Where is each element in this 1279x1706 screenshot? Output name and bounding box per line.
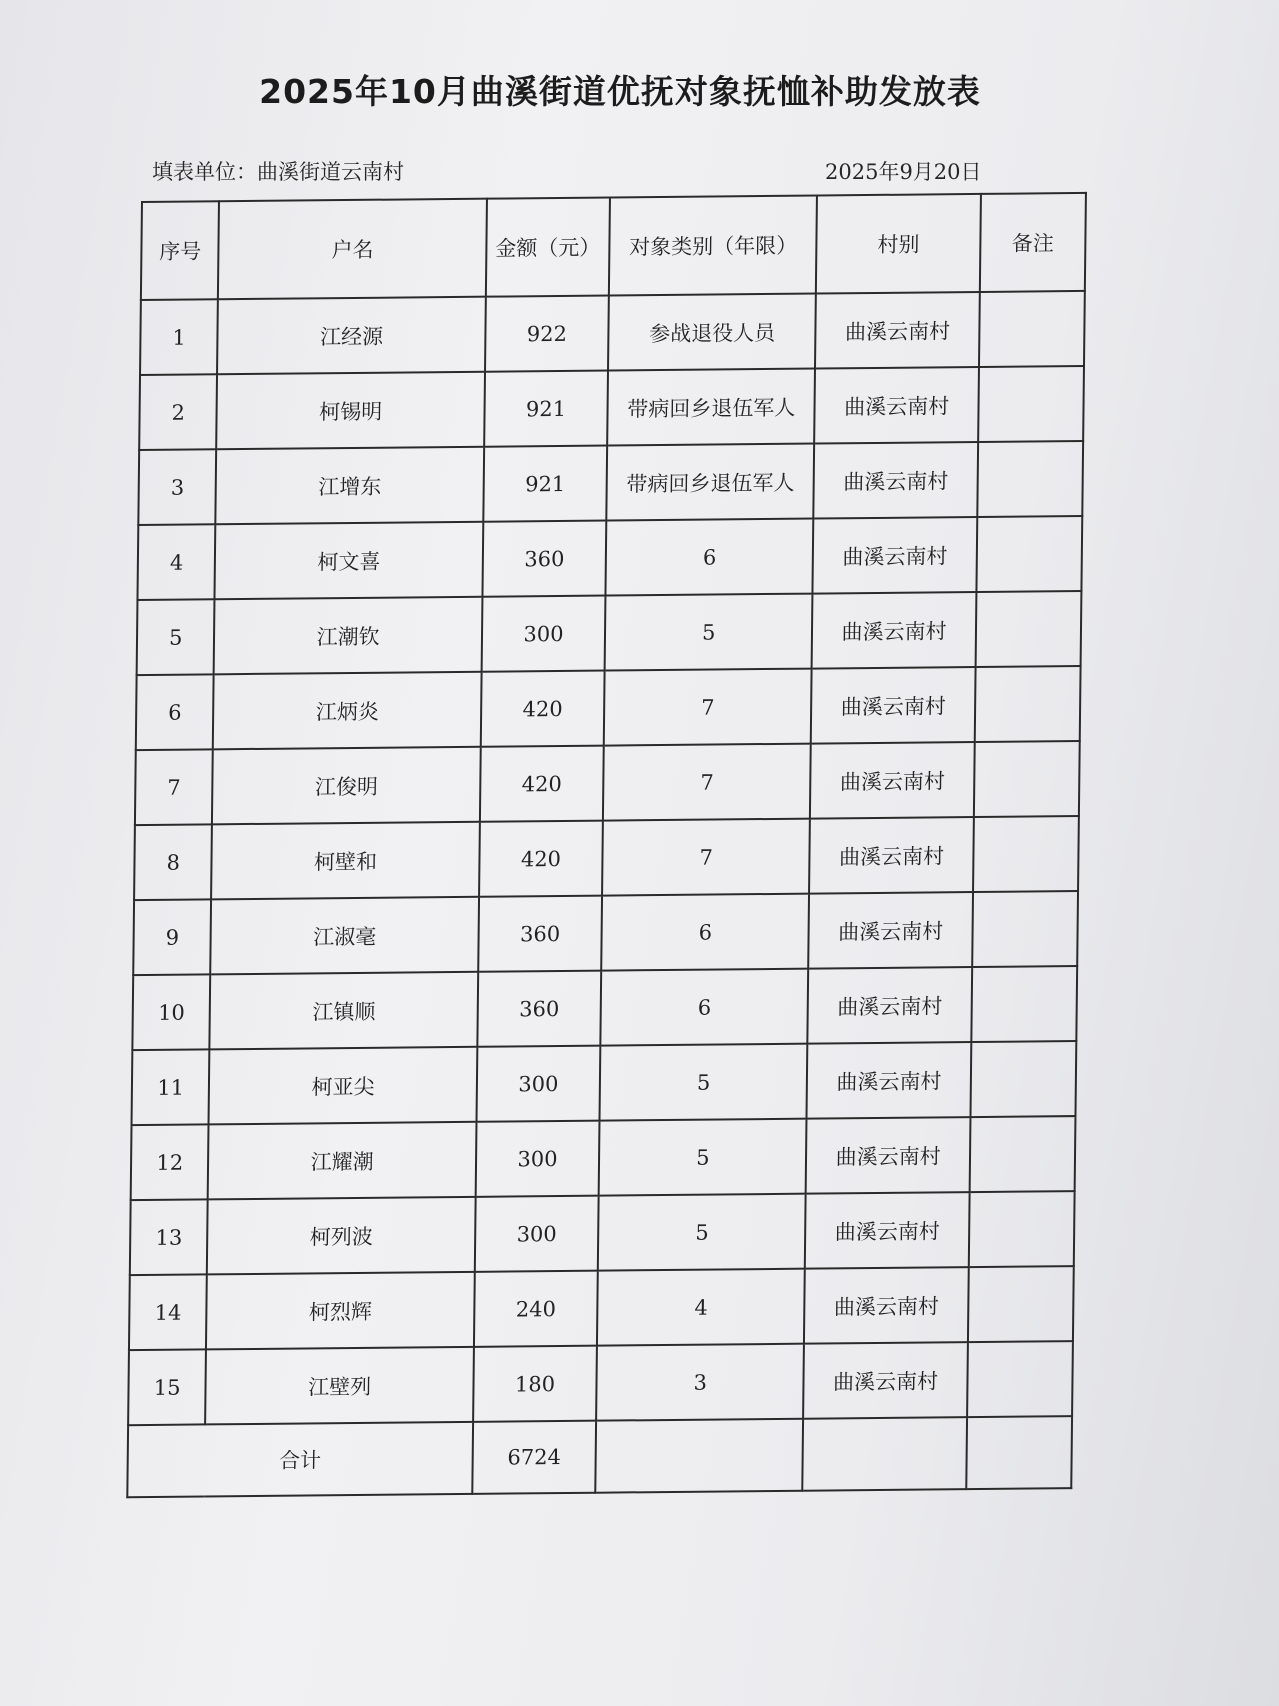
cell-category: 7 <box>604 669 812 746</box>
cell-no: 7 <box>135 749 213 825</box>
total-row <box>127 1416 1072 1497</box>
cell-name: 江俊明 <box>212 747 480 825</box>
header-row <box>141 193 1086 300</box>
cell-remark <box>974 741 1080 817</box>
cell-name: 江壁列 <box>206 1347 474 1425</box>
cell-name: 柯壁和 <box>212 822 480 900</box>
cell-village: 曲溪云南村 <box>807 1042 971 1119</box>
cell-amount: 360 <box>478 896 602 972</box>
table-row <box>128 1341 1073 1425</box>
table-row <box>138 441 1083 525</box>
cell-amount: 420 <box>480 746 604 822</box>
cell-category: 7 <box>603 744 811 821</box>
cell-category: 6 <box>606 519 814 596</box>
cell-no: 9 <box>133 899 211 975</box>
cell-amount: 921 <box>483 446 607 522</box>
subsidy-table-wrap <box>126 191 1141 1498</box>
cell-category: 5 <box>599 1119 807 1196</box>
header-amount: 金额（元） <box>486 197 610 296</box>
cell-no: 1 <box>140 299 218 375</box>
cell-village: 曲溪云南村 <box>815 292 979 369</box>
total-category-empty <box>595 1419 803 1493</box>
cell-category: 5 <box>600 1044 808 1121</box>
total-village-empty <box>803 1417 967 1491</box>
cell-no: 10 <box>132 974 210 1050</box>
header-name: 户名 <box>218 199 486 300</box>
table-row <box>137 516 1082 600</box>
table-row <box>135 741 1080 825</box>
table-row <box>131 1116 1076 1200</box>
document-title: 2025年10月曲溪街道优抚对象抚恤补助发放表 <box>259 72 981 111</box>
cell-no: 15 <box>128 1349 206 1425</box>
cell-no: 2 <box>139 374 217 450</box>
cell-remark <box>972 891 1078 967</box>
cell-amount: 300 <box>475 1196 599 1272</box>
cell-remark <box>970 1041 1076 1117</box>
cell-category: 带病回乡退伍军人 <box>606 444 814 521</box>
table-row <box>137 591 1082 675</box>
cell-category: 参战退役人员 <box>608 294 816 371</box>
cell-category: 5 <box>605 594 813 671</box>
cell-village: 曲溪云南村 <box>805 1192 969 1269</box>
table-row <box>129 1266 1074 1350</box>
cell-remark <box>973 816 1079 892</box>
header-no: 序号 <box>141 201 220 300</box>
cell-category: 5 <box>598 1194 806 1271</box>
cell-name: 江炳炎 <box>213 672 481 750</box>
cell-amount: 360 <box>477 971 601 1047</box>
cell-village: 曲溪云南村 <box>809 892 973 969</box>
cell-name: 柯文喜 <box>215 522 483 600</box>
cell-amount: 300 <box>481 596 605 672</box>
cell-village: 曲溪云南村 <box>811 667 975 744</box>
header-category: 对象类别（年限） <box>609 196 817 296</box>
cell-remark <box>971 966 1077 1042</box>
cell-name: 江潮钦 <box>214 597 482 675</box>
cell-no: 5 <box>137 599 215 675</box>
header-village: 村别 <box>816 194 981 294</box>
table-row <box>134 816 1079 900</box>
cell-village: 曲溪云南村 <box>809 817 973 894</box>
cell-remark <box>967 1341 1073 1417</box>
fill-date: 2025年9月20日 <box>825 160 982 184</box>
cell-village: 曲溪云南村 <box>813 517 977 594</box>
cell-no: 14 <box>129 1274 207 1350</box>
cell-amount: 240 <box>474 1271 598 1347</box>
fill-unit-label: 填表单位： <box>152 160 257 184</box>
cell-name: 柯锡明 <box>217 372 485 450</box>
table-row <box>132 966 1077 1050</box>
cell-remark <box>976 516 1082 592</box>
subsidy-table <box>126 192 1087 1498</box>
cell-no: 3 <box>138 449 216 525</box>
table-row <box>136 666 1081 750</box>
cell-category: 6 <box>601 969 809 1046</box>
cell-amount: 300 <box>475 1121 599 1197</box>
cell-category: 7 <box>602 819 810 896</box>
cell-category: 3 <box>596 1344 804 1421</box>
total-remark-empty <box>966 1416 1072 1489</box>
cell-no: 6 <box>136 674 214 750</box>
cell-name: 江镇顺 <box>210 972 478 1050</box>
cell-name: 柯亚尖 <box>209 1047 477 1125</box>
cell-remark <box>969 1191 1075 1267</box>
cell-category: 6 <box>601 894 809 971</box>
cell-village: 曲溪云南村 <box>808 967 972 1044</box>
cell-no: 12 <box>131 1124 209 1200</box>
cell-remark <box>978 366 1084 442</box>
cell-village: 曲溪云南村 <box>803 1342 967 1419</box>
table-row <box>140 291 1085 375</box>
cell-no: 8 <box>134 824 212 900</box>
cell-remark <box>975 591 1081 667</box>
total-amount: 6724 <box>472 1421 596 1494</box>
table-row <box>130 1191 1075 1275</box>
cell-village: 曲溪云南村 <box>806 1117 970 1194</box>
cell-village: 曲溪云南村 <box>815 367 979 444</box>
cell-remark <box>975 666 1081 742</box>
cell-amount: 300 <box>476 1046 600 1122</box>
cell-name: 江淑毫 <box>211 897 479 975</box>
cell-remark <box>977 441 1083 517</box>
cell-no: 13 <box>130 1199 208 1275</box>
cell-remark <box>969 1116 1075 1192</box>
header-remark: 备注 <box>980 193 1086 292</box>
cell-village: 曲溪云南村 <box>804 1267 968 1344</box>
cell-village: 曲溪云南村 <box>812 592 976 669</box>
cell-amount: 360 <box>482 521 606 597</box>
cell-amount: 420 <box>479 821 603 897</box>
table-row <box>132 1041 1077 1125</box>
cell-name: 柯列波 <box>207 1197 475 1275</box>
cell-village: 曲溪云南村 <box>810 742 974 819</box>
cell-remark <box>968 1266 1074 1342</box>
cell-remark <box>979 291 1085 367</box>
cell-category: 4 <box>597 1269 805 1346</box>
fill-unit-value: 曲溪街道云南村 <box>257 160 404 184</box>
cell-name: 江增东 <box>216 447 484 525</box>
cell-no: 4 <box>137 524 215 600</box>
cell-name: 江经源 <box>217 297 485 375</box>
table-row <box>139 366 1084 450</box>
cell-category: 带病回乡退伍军人 <box>607 369 815 446</box>
cell-amount: 921 <box>484 371 608 447</box>
fill-unit <box>152 156 404 186</box>
cell-no: 11 <box>132 1049 210 1125</box>
cell-amount: 420 <box>481 671 605 747</box>
table-row <box>133 891 1078 975</box>
cell-name: 柯烈辉 <box>206 1272 474 1350</box>
cell-village: 曲溪云南村 <box>814 442 978 519</box>
cell-name: 江耀潮 <box>208 1122 476 1200</box>
cell-amount: 180 <box>473 1346 597 1422</box>
cell-amount: 922 <box>485 296 609 372</box>
total-label: 合计 <box>127 1422 473 1497</box>
